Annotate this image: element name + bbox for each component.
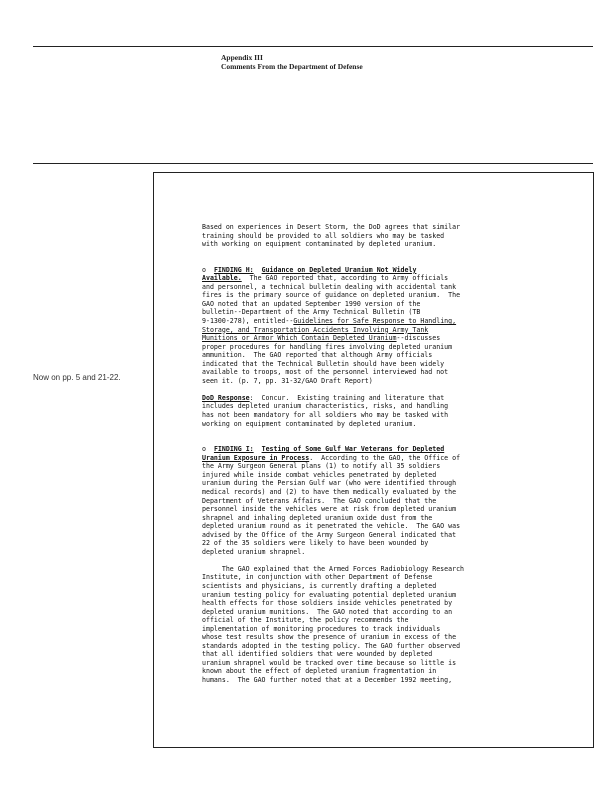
text-line: uranium testing policy for evaluating potential depleted uranium [202, 590, 457, 599]
text-line: 9-1300-278), entitled-- [202, 317, 294, 326]
afrri-paragraph [202, 565, 582, 685]
text-line: has not been mandatory for all soldiers who may be tasked with [202, 411, 449, 420]
appendix-label: Appendix III [221, 53, 263, 62]
text-line: personnel inside the vehicles were at risk from depleted uranium [202, 505, 457, 514]
text-line: indicated that the Technical Bulletin should have been widely [202, 359, 445, 368]
text-line: depleted uranium shrapnel. [202, 547, 306, 556]
intro-paragraph [202, 223, 582, 249]
text-line: uranium during the Persian Gulf war (who were identified through [202, 479, 457, 488]
bullet: o [202, 445, 206, 454]
text-line: ammunition. The GAO reported that although Army officials [202, 351, 433, 360]
appendix-title: Comments From the Department of Defense [221, 62, 363, 71]
finding-h [202, 266, 582, 386]
text-line: humans. The GAO further noted that at a December 1992 meeting, [202, 675, 453, 684]
text-line: depleted uranium round as it penetrated the vehicle. The GAO was [202, 522, 461, 531]
text-line: GAO noted that an updated September 1990 version of the [202, 299, 421, 308]
finding-h-label: FINDING H: [213, 265, 254, 274]
bulletin-title: Storage, and Transportation Accidents Involving Army Tank [202, 325, 429, 334]
bulletin-title: Munitions or Armor Which Contain Depleted Uranium [202, 334, 397, 343]
text-line: Department of Veterans Affairs. The GAO concluded that the [202, 496, 437, 505]
section-rule [33, 163, 593, 164]
text-line: uranium shrapnel would be tracked over time because so little is [202, 658, 457, 667]
dod-response-h [202, 394, 582, 428]
text-line: official of the Institute, the policy recommends the [202, 616, 409, 625]
text-line: medical records) and (2) to have them medically evaluated by the [202, 487, 457, 496]
text-line: available to troops, most of the personnel interviewed had not [202, 368, 449, 377]
letter-frame [153, 172, 594, 748]
finding-i-heading: Testing of Some Gulf War Veterans for Depleted [261, 445, 445, 454]
bulletin-title: Guidelines for Safe Response to Handling, [293, 317, 457, 326]
text-line: with working on equipment contaminated by depleted uranium. [202, 240, 437, 249]
text-line: includes depleted uranium characteristics, risks, and handling [202, 402, 449, 411]
dod-response-label: DoD Response [202, 393, 250, 402]
top-rule [33, 46, 593, 47]
text-line: depleted uranium munitions. The GAO noted that according to an [202, 607, 453, 616]
text-line: bulletin--Department of the Army Technical Bulletin (TB [202, 308, 421, 317]
text-line: shrapnel and inhaling depleted uranium oxide dust from the [202, 513, 433, 522]
text-line: and personnel, a technical bulletin dealing with accidental tank [202, 282, 457, 291]
text-line: Institute, in conjunction with other Department of Defense [202, 573, 433, 582]
text-line: : Concur. Existing training and literature that [249, 393, 445, 402]
text-line: whose test results show the presence of uranium in excess of the [202, 633, 457, 642]
text-line: the Army Surgeon General plans (1) to notify all 35 soldiers [202, 462, 441, 471]
text-line: 22 of the 35 soldiers were likely to have been wounded by [202, 539, 429, 548]
text-line: --discusses [396, 334, 441, 343]
letter-body [202, 223, 582, 685]
text-line: that all identified soldiers that were wounded by depleted [202, 650, 433, 659]
finding-i [202, 445, 582, 556]
page-reference-note: Now on pp. 5 and 21-22. [33, 373, 121, 382]
text-line: The GAO explained that the Armed Forces Radiobiology Research [202, 564, 465, 573]
text-line: standards adopted in the testing policy. The GAO further observed [202, 641, 461, 650]
text-line: Based on experiences in Desert Storm, the DoD agrees that similar [202, 223, 461, 231]
text-line: working on equipment contaminated by depleted uranium. [202, 419, 417, 428]
finding-i-label: FINDING I: [213, 445, 254, 454]
finding-h-heading: Guidance on Depleted Uranium Not Widely [261, 265, 417, 274]
text-line: . According to the GAO, the Office of [309, 453, 461, 462]
text-line: training should be provided to all soldiers who may be tasked [202, 231, 445, 240]
text-line: proper procedures for handling fires involving depleted uranium [202, 342, 453, 351]
text-line: advised by the Office of the Army Surgeon General indicated that [202, 530, 457, 539]
text-line: known about the effect of depleted uranium fragmentation in [202, 667, 437, 676]
text-line: injured while inside combat vehicles penetrated by depleted [202, 470, 437, 479]
bullet: o [202, 265, 206, 274]
finding-h-heading-cont: Available. [202, 274, 242, 283]
text-line: seen it. (p. 7, pp. 31-32/GAO Draft Report) [202, 376, 373, 385]
text-line: health effects for those soldiers inside vehicles penetrated by [202, 599, 453, 608]
text-line: implementation of monitoring procedures to track individuals [202, 624, 441, 633]
text-line: scientists and physicians, is currently drafting a depleted [202, 581, 437, 590]
finding-i-heading-cont: Uranium Exposure in Process [202, 453, 310, 462]
page-header [221, 53, 363, 71]
text-line: fires is the primary source of guidance on depleted uranium. The [202, 291, 461, 300]
text-line: The GAO reported that, according to Army officials [241, 274, 449, 283]
